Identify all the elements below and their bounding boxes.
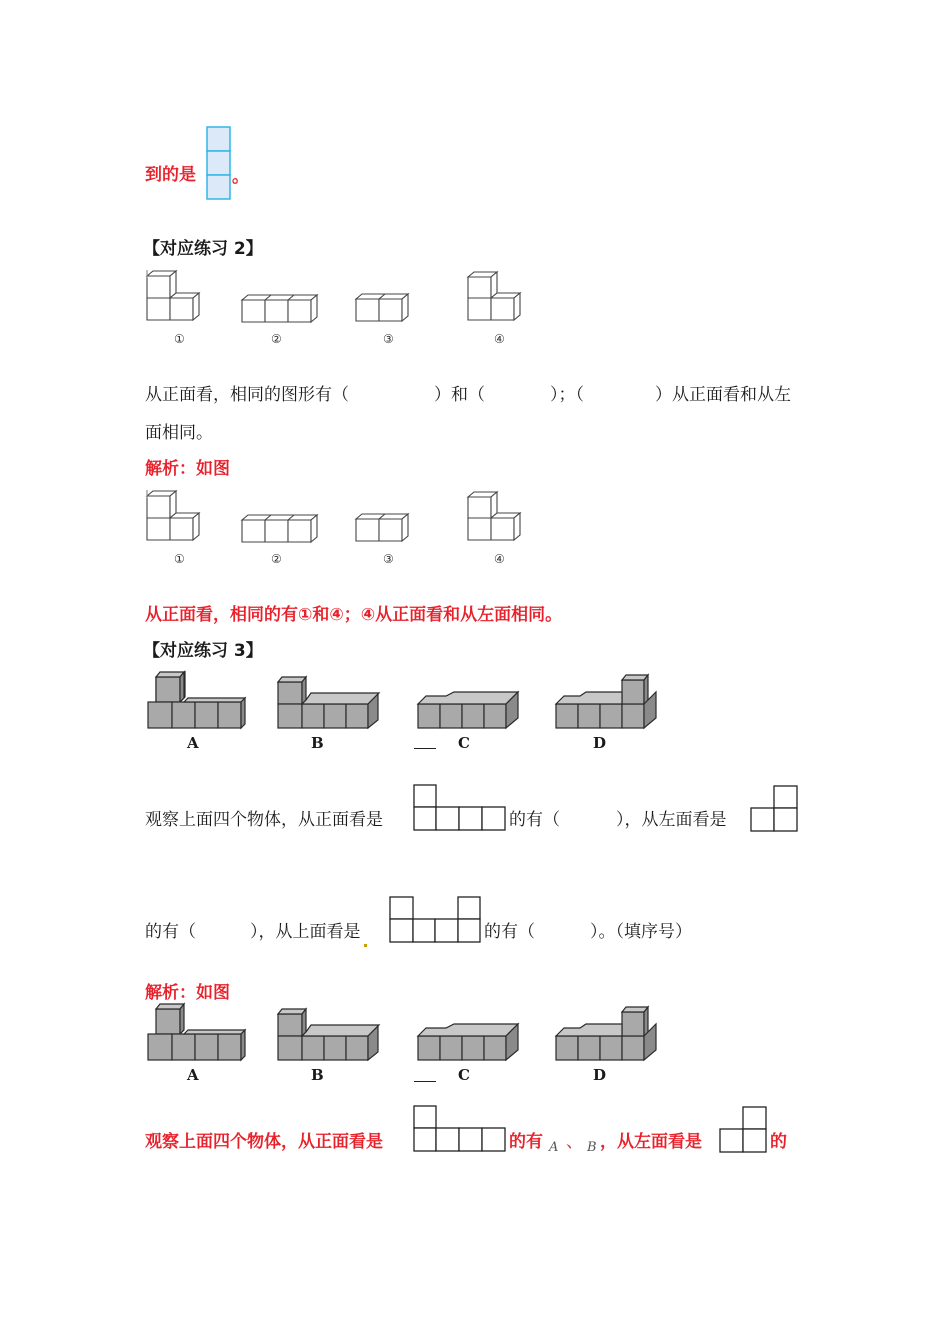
exercise-2-analysis-figures-svg <box>145 490 545 570</box>
ex3-answer-value-b: B <box>587 1140 597 1155</box>
exercise-3-figures-svg <box>146 672 666 734</box>
ex2-question-part4: ）从正面看和从左 <box>655 385 791 405</box>
top-period: 。 <box>232 167 249 187</box>
left-view-grid-icon <box>750 785 800 833</box>
ex3-question-2c: 的有（ <box>484 922 535 942</box>
analysis-figure-label-3: ③ <box>383 552 394 566</box>
analysis-label-c-underline <box>414 1081 436 1082</box>
analysis-label-c: C <box>458 1066 470 1084</box>
answer-front-view-grid-icon <box>413 1105 507 1153</box>
exercise-3-analysis-figures-svg <box>146 1004 666 1066</box>
ex2-question-part3: ）；（ <box>550 385 584 405</box>
ex2-question-line2: 面相同。 <box>145 423 213 443</box>
ex3-answer-c: ，从左面看是 <box>600 1132 702 1152</box>
ex2-question-part1: 从正面看，相同的图形有（ <box>145 385 349 405</box>
analysis-figure-label-2: ② <box>271 552 282 566</box>
exercise-3-heading: 【对应练习 3】 <box>143 641 263 661</box>
ex3-question-1b: 的有（ <box>509 810 560 830</box>
figure-label-1: ① <box>174 332 185 346</box>
tiny-mark <box>364 944 367 947</box>
front-view-grid-icon <box>413 784 507 832</box>
label-c-underline <box>414 748 436 749</box>
ex3-question-2d: ）。（填序号） <box>590 922 692 942</box>
figure-label-2: ② <box>271 332 282 346</box>
figure-label-3: ③ <box>383 332 394 346</box>
ex2-analysis-label: 解析：如图 <box>145 459 230 479</box>
ex3-analysis-label: 解析：如图 <box>145 983 230 1003</box>
exercise-3-label-a: A <box>187 734 199 752</box>
analysis-label-a: A <box>187 1066 199 1084</box>
ex3-question-1c: ），从左面看是 <box>616 810 727 830</box>
ex2-question-part2: ）和（ <box>434 385 485 405</box>
analysis-label-d: D <box>593 1066 607 1084</box>
exercise-3-label-b: B <box>311 734 324 752</box>
fig1-cube-b <box>170 298 193 320</box>
fig1-cube-a <box>147 298 170 320</box>
analysis-figure-label-4: ④ <box>494 552 505 566</box>
ex3-question-2b: ），从上面看是 <box>250 922 361 942</box>
ex2-answer: 从正面看，相同的有①和④；④从正面看和从左面相同。 <box>145 605 563 625</box>
answer-left-view-grid-icon <box>719 1106 769 1154</box>
ex3-answer-b: 的有 <box>509 1132 543 1152</box>
top-view-grid-icon <box>389 896 483 944</box>
figure-label-4: ④ <box>494 332 505 346</box>
analysis-label-b: B <box>311 1066 324 1084</box>
exercise-3-label-c: C <box>458 734 470 752</box>
top-text: 到的是 <box>145 165 196 185</box>
ex3-answer-d: 的 <box>770 1132 787 1152</box>
fig1-cube-top <box>147 276 170 298</box>
ex3-answer-sep: 、 <box>566 1132 583 1152</box>
analysis-figure-label-1: ① <box>174 552 185 566</box>
exercise-2-heading: 【对应练习 2】 <box>143 239 263 259</box>
ex3-answer-value-a: A <box>549 1140 559 1155</box>
ex3-question-2a: 的有（ <box>145 922 196 942</box>
exercise-2-figures-svg <box>145 270 545 350</box>
ex3-answer-a: 观察上面四个物体，从正面看是 <box>145 1132 383 1152</box>
ex3-question-1a: 观察上面四个物体，从正面看是 <box>145 810 383 830</box>
vertical-three-squares-figure <box>206 126 232 200</box>
exercise-3-label-d: D <box>593 734 607 752</box>
